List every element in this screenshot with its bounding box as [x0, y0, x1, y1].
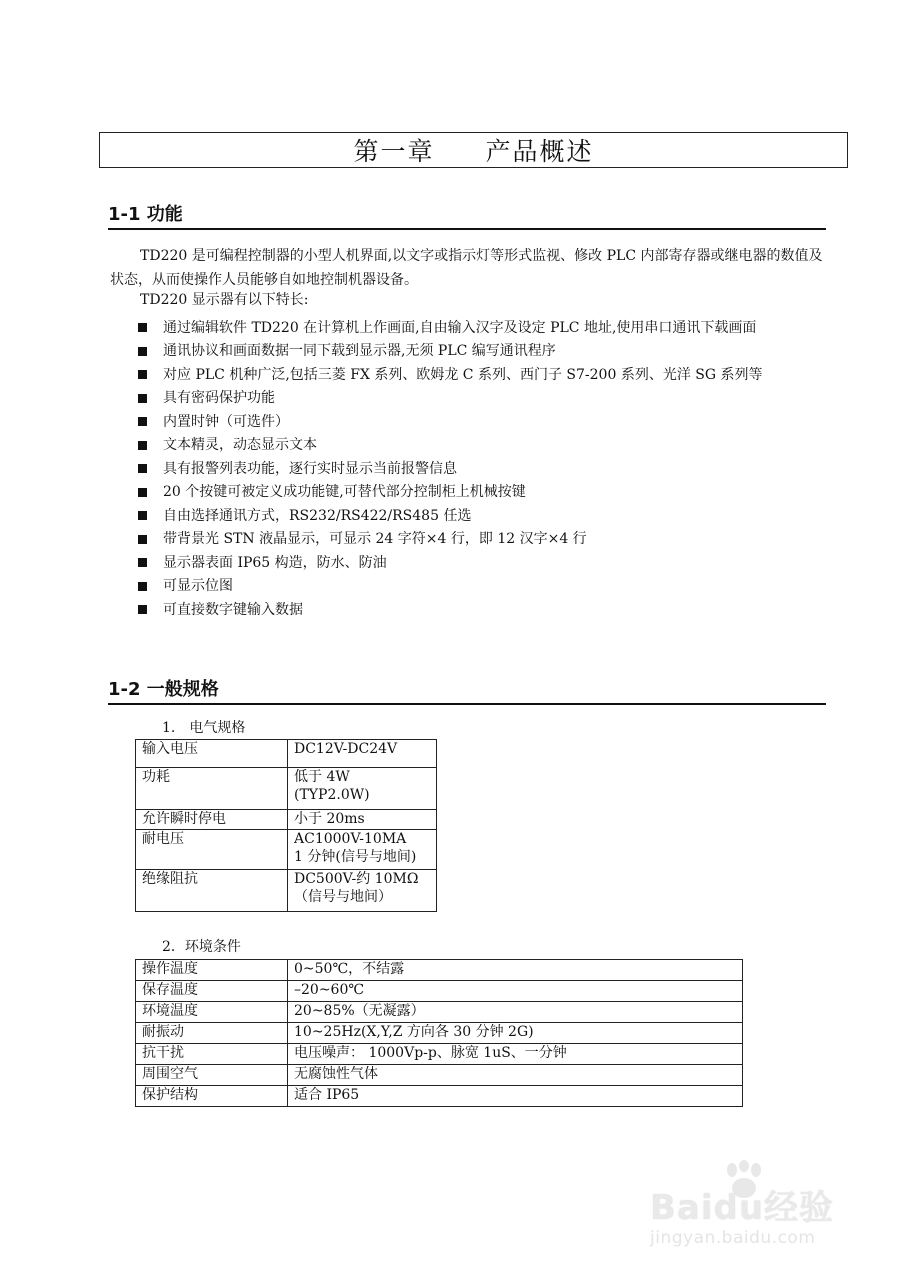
table-cell-key: 功耗 — [136, 768, 288, 810]
list-item-text: 带背景光 STN 液晶显示，可显示 24 字符×4 行，即 12 汉字×4 行 — [163, 531, 587, 548]
table-cell-key: 允许瞬时停电 — [136, 810, 288, 830]
intro-paragraph — [110, 244, 830, 292]
table-row — [136, 740, 437, 768]
table-cell-value — [288, 830, 437, 870]
section-heading-functions: 1-1 功能 — [108, 204, 826, 230]
table-row — [136, 960, 743, 981]
list-item-text: 20 个按键可被定义成功能键,可替代部分控制柜上机械按键 — [163, 484, 526, 501]
table-row — [136, 1002, 743, 1023]
list-item-text: 可直接数字键输入数据 — [163, 601, 303, 618]
square-bullet-icon — [138, 464, 147, 473]
list-item — [138, 504, 763, 528]
square-bullet-icon — [138, 605, 147, 614]
list-item — [138, 481, 763, 505]
table-cell-key: 绝缘阻抗 — [136, 870, 288, 912]
square-bullet-icon — [138, 488, 147, 497]
features-intro: TD220 显示器有以下特长: — [140, 292, 309, 308]
table-row — [136, 830, 437, 870]
table-cell-key: 保护结构 — [136, 1086, 288, 1107]
table-cell-key: 周围空气 — [136, 1065, 288, 1086]
table-cell-value: 适合 IP65 — [288, 1086, 743, 1107]
table-cell-key: 输入电压 — [136, 740, 288, 768]
table-row — [136, 1023, 743, 1044]
value-line: （信号与地间） — [294, 889, 392, 905]
square-bullet-icon — [138, 323, 147, 332]
list-item-text: 通过编辑软件 TD220 在计算机上作画面,自由输入汉字及设定 PLC 地址,使用串口通讯下载画面 — [163, 319, 757, 336]
list-item-text: 可显示位图 — [163, 578, 233, 595]
list-item — [138, 387, 763, 411]
list-item-text: 对应 PLC 机种广泛,包括三菱 FX 系列、欧姆龙 C 系列、西门子 S7-200 系列、光洋 SG 系列等 — [163, 366, 763, 383]
table-row — [136, 870, 437, 912]
table-cell-value — [288, 870, 437, 912]
value-line: 1 分钟(信号与地间) — [294, 849, 417, 865]
table-cell-key: 环境温度 — [136, 1002, 288, 1023]
table-cell-value: –20~60℃ — [288, 981, 743, 1002]
table-cell-value: 10~25Hz(X,Y,Z 方向各 30 分钟 2G) — [288, 1023, 743, 1044]
list-item — [138, 551, 763, 575]
electrical-specs-title: 1. 电气规格 — [162, 720, 246, 736]
features-list — [138, 316, 763, 622]
table-row — [136, 1065, 743, 1086]
table-row — [136, 981, 743, 1002]
electrical-specs-table — [135, 739, 437, 912]
list-item — [138, 528, 763, 552]
baidu-watermark — [640, 1160, 850, 1260]
watermark-brand: Baidu经验 — [650, 1188, 835, 1228]
table-cell-key: 操作温度 — [136, 960, 288, 981]
table-cell-value — [288, 740, 437, 768]
list-item-text: 内置时钟（可选件） — [163, 413, 289, 430]
section-heading-specs: 1-2 一般规格 — [108, 679, 826, 705]
value-line: (TYP2.0W) — [294, 787, 370, 803]
list-item-text: 具有报警列表功能，逐行实时显示当前报警信息 — [163, 460, 457, 477]
table-row — [136, 1044, 743, 1065]
value-line: DC12V-DC24V — [294, 741, 398, 757]
square-bullet-icon — [138, 535, 147, 544]
table-row — [136, 768, 437, 810]
value-line: 小于 20ms — [294, 811, 365, 827]
table-cell-value: 0~50℃，不结露 — [288, 960, 743, 981]
table-cell-value: 电压噪声： 1000Vp-p、脉宽 1uS、一分钟 — [288, 1044, 743, 1065]
list-item — [138, 575, 763, 599]
list-item — [138, 598, 763, 622]
table-row — [136, 810, 437, 830]
list-item — [138, 363, 763, 387]
table-cell-value: 20~85%（无凝露） — [288, 1002, 743, 1023]
environment-table — [135, 959, 743, 1107]
list-item-text: 通讯协议和画面数据一同下载到显示器,无须 PLC 编写通讯程序 — [163, 343, 556, 360]
intro-text: TD220 是可编程控制器的小型人机界面,以文字或指示灯等形式监视、修改 PLC 内部寄存器或继电器的数值及状态，从而使操作人员能够自如地控制机器设备。 — [110, 248, 823, 288]
square-bullet-icon — [138, 370, 147, 379]
chapter-title: 第一章 产品概述 — [99, 132, 848, 168]
watermark-url: jingyan.baidu.com — [650, 1228, 816, 1248]
square-bullet-icon — [138, 582, 147, 591]
list-item — [138, 316, 763, 340]
list-item-text: 具有密码保护功能 — [163, 390, 275, 407]
value-line: DC500V-约 10MΩ — [294, 871, 419, 887]
table-cell-value — [288, 810, 437, 830]
square-bullet-icon — [138, 441, 147, 450]
list-item-text: 文本精灵，动态显示文本 — [163, 437, 317, 454]
table-row — [136, 1086, 743, 1107]
table-cell-key: 保存温度 — [136, 981, 288, 1002]
value-line: 低于 4W — [294, 769, 350, 785]
square-bullet-icon — [138, 558, 147, 567]
list-item — [138, 410, 763, 434]
square-bullet-icon — [138, 347, 147, 356]
square-bullet-icon — [138, 511, 147, 520]
table-cell-key: 耐电压 — [136, 830, 288, 870]
list-item-text: 显示器表面 IP65 构造，防水、防油 — [163, 554, 387, 571]
square-bullet-icon — [138, 417, 147, 426]
list-item — [138, 434, 763, 458]
environment-title: 2．环境条件 — [162, 939, 241, 955]
list-item-text: 自由选择通讯方式，RS232/RS422/RS485 任选 — [163, 507, 472, 524]
table-cell-key: 抗干扰 — [136, 1044, 288, 1065]
square-bullet-icon — [138, 394, 147, 403]
table-cell-value: 无腐蚀性气体 — [288, 1065, 743, 1086]
list-item — [138, 340, 763, 364]
list-item — [138, 457, 763, 481]
table-cell-value — [288, 768, 437, 810]
table-cell-key: 耐振动 — [136, 1023, 288, 1044]
value-line: AC1000V-10MA — [294, 831, 407, 847]
